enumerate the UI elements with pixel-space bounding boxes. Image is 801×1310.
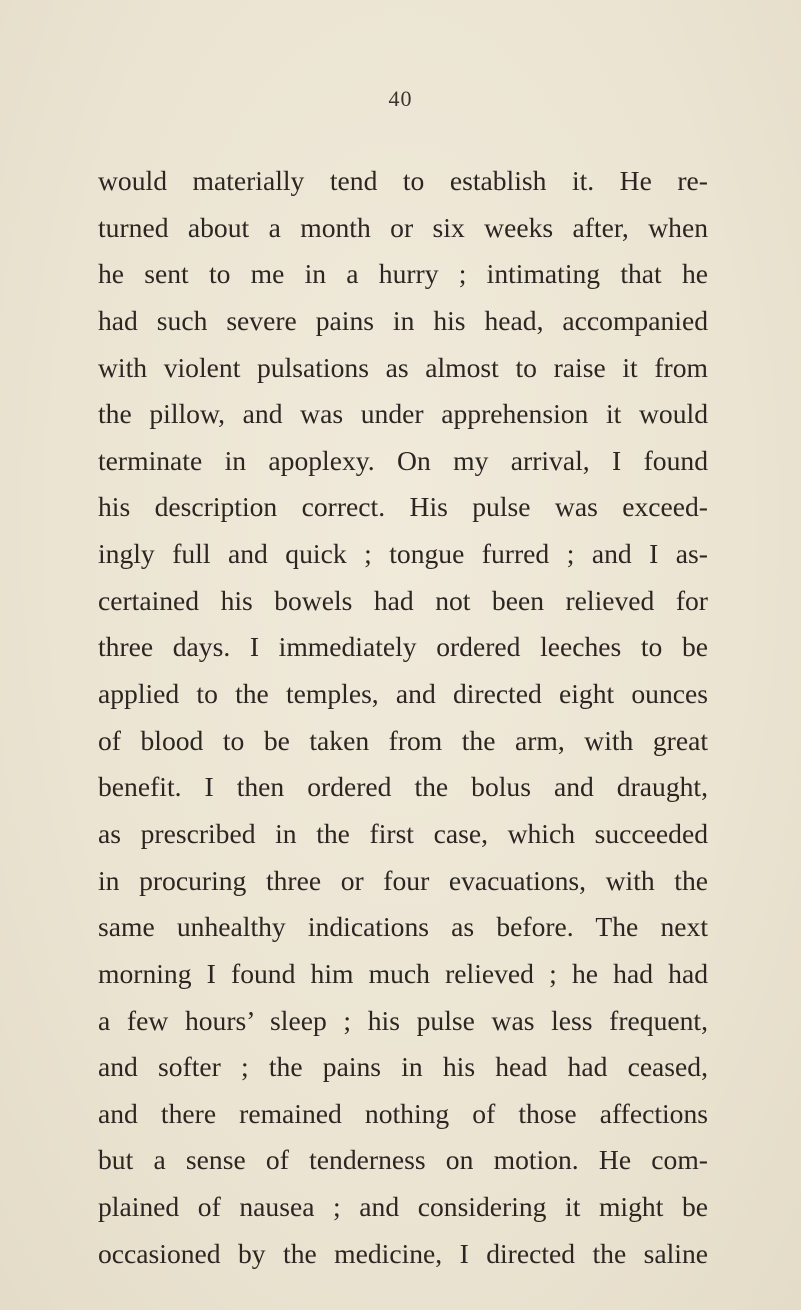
text-line: a few hours’ sleep ; his pulse was less frequent, xyxy=(98,1004,708,1036)
text-line: the pillow, and was under apprehension it would xyxy=(98,398,708,430)
text-line: of blood to be taken from the arm, with great xyxy=(98,724,708,756)
text-line: turned about a month or six weeks after, when xyxy=(98,211,708,243)
text-line: same unhealthy indications as before. The next xyxy=(98,911,708,943)
text-line: and there remained nothing of those affections xyxy=(98,1097,708,1129)
text-line: but a sense of tenderness on motion. He com- xyxy=(98,1144,708,1176)
text-line: with violent pulsations as almost to raise it from xyxy=(98,351,708,383)
body-text xyxy=(98,158,708,1277)
text-line: occasioned by the medicine, I directed the saline xyxy=(98,1237,708,1269)
text-line: his description correct. His pulse was exceed- xyxy=(98,491,708,523)
text-line: benefit. I then ordered the bolus and draught, xyxy=(98,771,708,803)
text-line: as prescribed in the first case, which succeeded xyxy=(98,817,708,849)
text-line: terminate in apoplexy. On my arrival, I found xyxy=(98,444,708,476)
text-line: certained his bowels had not been relieved for xyxy=(98,584,708,616)
text-line: would materially tend to establish it. He re- xyxy=(98,165,708,196)
text-line: and softer ; the pains in his head had ceased, xyxy=(98,1051,708,1083)
text-line: applied to the temples, and directed eight ounces xyxy=(98,678,708,710)
page-number: 40 xyxy=(388,86,413,111)
text-line: three days. I immediately ordered leeches to be xyxy=(98,631,708,663)
text-line: had such severe pains in his head, accompanied xyxy=(98,304,708,336)
text-line: morning I found him much relieved ; he had had xyxy=(98,957,708,989)
text-line: ingly full and quick ; tongue furred ; and I as- xyxy=(98,538,708,570)
text-line: plained of nausea ; and considering it might be xyxy=(98,1191,708,1223)
text-line: in procuring three or four evacuations, with the xyxy=(98,864,708,896)
text-line: he sent to me in a hurry ; intimating that he xyxy=(98,258,708,290)
